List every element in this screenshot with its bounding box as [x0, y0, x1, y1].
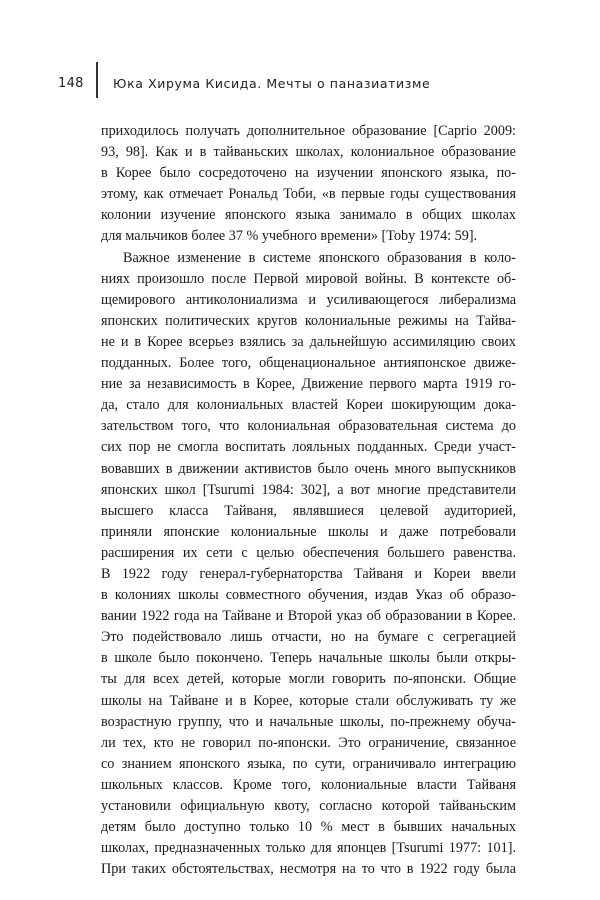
- text-line: в Корее было сосредоточено на изучении японского языка, по-: [101, 165, 516, 182]
- text-line: сих пор не смогла воспитать лояльных подданных. Среди участ-: [101, 439, 516, 456]
- text-line: школьных классов. Кроме того, колониальные власти Тайваня: [101, 776, 516, 793]
- text-line: Это подействовало лишь отчасти, но на бумаге с сегрегацией: [101, 629, 516, 646]
- text-line: ты для всех детей, которые могли говорить по-японски. Общие: [101, 671, 516, 688]
- text-line: в колониях школы совместного обучения, издав Указ об образо-: [101, 587, 516, 604]
- text-line: Важное изменение в системе японского образования в коло-: [123, 249, 516, 266]
- text-line: для мальчиков более 37 % учебного времени» [Toby 1974: 59].: [101, 228, 478, 245]
- text-line: японских школ [Tsurumi 1984: 302], а вот многие представители: [101, 481, 516, 498]
- text-line: При таких обстоятельствах, несмотря на то что в 1922 году была: [101, 861, 516, 878]
- text-line: школах, предназначенных только для японцев [Tsurumi 1977: 101].: [101, 840, 516, 857]
- text-line: в школе было покончено. Теперь начальные школы были откры-: [101, 650, 516, 667]
- text-line: приходилось получать дополнительное образование [Caprio 2009:: [101, 123, 516, 139]
- page-number: 148: [58, 76, 84, 91]
- text-line: детям было доступно только 10 % мест в бывших начальных: [101, 819, 516, 836]
- text-line: установили официальную квоту, согласно которой тайваньским: [101, 798, 516, 814]
- text-line: школы на Тайване и в Корее, которые стали обслуживать ту же: [101, 692, 516, 709]
- text-line: со знанием японского языка, по сути, ограничивало интеграцию: [101, 755, 516, 772]
- text-line: подданных. Более того, общенациональное антияпонское движе-: [101, 355, 516, 372]
- body-text: [101, 121, 516, 880]
- text-line: ниях произошло после Первой мировой войны. В контексте об-: [101, 270, 516, 287]
- page-header: [0, 0, 600, 120]
- text-line: вании 1922 года на Тайване и Второй указ об образовании в Корее.: [101, 608, 516, 625]
- text-line: приняли японские колониальные школы и даже потребовали: [101, 523, 516, 540]
- text-line: этому, как отмечает Рональд Тоби, «в первые годы существования: [101, 186, 516, 203]
- text-line: вовавших в движении активистов было очень много выпускников: [101, 460, 516, 477]
- header-divider: [96, 62, 98, 98]
- text-line: возрастную группу, что и начальные школы, по-прежнему обуча-: [101, 713, 516, 730]
- text-line: не и в Корее всерьез взялись за дальнейшую ассимиляцию своих: [101, 333, 516, 350]
- text-line: ние за независимость в Корее, Движение первого марта 1919 го-: [101, 376, 516, 393]
- text-line: 93, 98]. Как и в тайваньских школах, колониальное образование: [101, 144, 516, 161]
- text-line: высшего класса Тайваня, являвшиеся целевой аудиторией,: [101, 502, 516, 519]
- text-line: японских политических кругов колониальные режимы на Тайва-: [101, 312, 516, 329]
- text-line: расширения их сети с целью обеспечения большего равенства.: [101, 544, 516, 561]
- text-line: зательством того, что колониальная образовательная система до: [101, 418, 516, 435]
- text-line: В 1922 году генерал-губернаторства Тайваня и Кореи ввели: [101, 565, 516, 582]
- text-line: да, стало для колониальных властей Кореи шокирующим дока-: [101, 397, 516, 414]
- text-line: колонии изучение японского языка занимало в общих школах: [101, 207, 516, 224]
- text-line: щемирового антиколониализма и усиливающегося либерализма: [101, 291, 516, 308]
- text-line: ли тех, кто не говорил по-японски. Это ограничение, связанное: [101, 734, 516, 751]
- running-title: Юка Хирума Кисида. Мечты о паназиатизме: [113, 76, 431, 91]
